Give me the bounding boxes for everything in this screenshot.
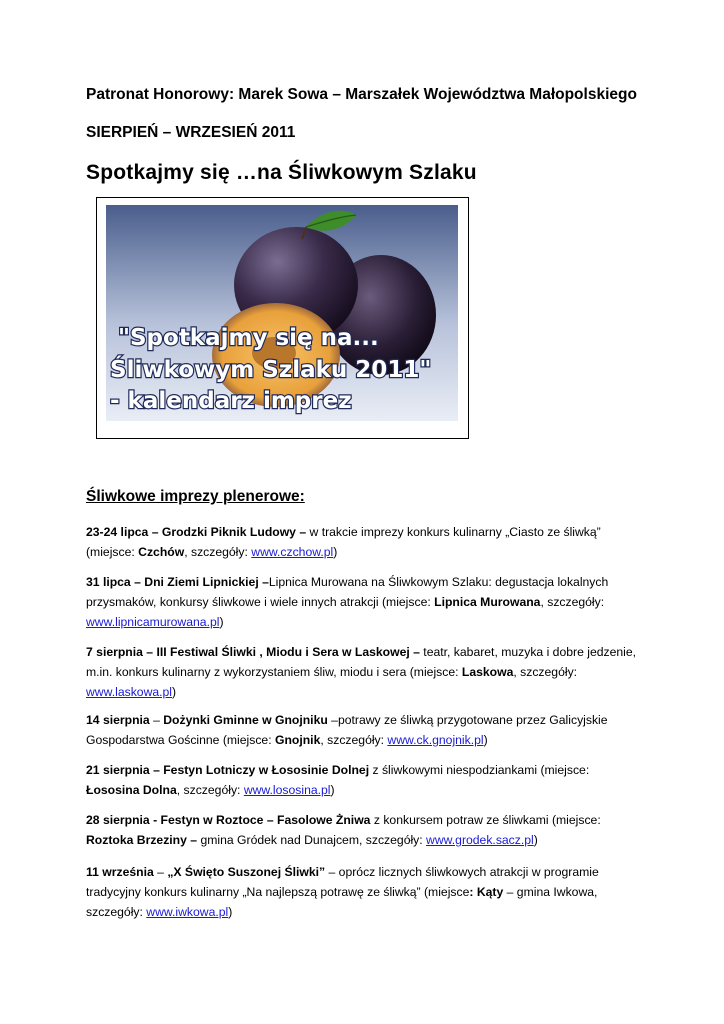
banner-frame: [96, 197, 469, 439]
event-text: z śliwkowymi niespodziankami (miejsce:: [369, 763, 590, 777]
event-date-title: 11 września: [86, 865, 154, 879]
event-text: ): [533, 833, 538, 847]
event-name: Dożynki Gminne w Gnojniku: [163, 713, 328, 727]
list-item: [86, 810, 646, 850]
page-title: Spotkajmy się …na Śliwkowym Szlaku: [86, 161, 477, 184]
event-text: , szczegóły:: [176, 783, 244, 797]
patronat-line: Patronat Honorowy: Marek Sowa – Marszałek Województwa Małopolskiego: [86, 86, 637, 103]
list-item: [86, 522, 646, 562]
event-name: „X Święto Suszonej Śliwki”: [167, 865, 326, 879]
event-text: teatr, kabaret, muzyka i dobre jedzenie, m.in. konkurs kulinarny z wykorzystaniem śliw, miodu i sera (miejsce:: [86, 645, 637, 679]
event-text: ): [330, 783, 335, 797]
event-link[interactable]: www.czchow.pl: [251, 545, 334, 559]
event-date-title: 14 sierpnia: [86, 713, 150, 727]
event-date-title: 21 sierpnia – Festyn Lotniczy w Łososinie Dolnej: [86, 763, 370, 777]
event-text: – gmina Iwkowa, szczegóły:: [86, 885, 598, 919]
event-place: Roztoka Brzeziny –: [86, 833, 198, 847]
banner-line-1: "Spotkajmy się na...: [118, 325, 379, 351]
event-text: , szczegóły:: [320, 733, 388, 747]
event-link[interactable]: www.iwkowa.pl: [146, 905, 229, 919]
event-place: Czchów: [138, 545, 185, 559]
dates-line: SIERPIEŃ – WRZESIEŃ 2011: [86, 124, 296, 141]
event-date-title: 23-24 lipca – Grodzki Piknik Ludowy –: [86, 525, 307, 539]
event-place: Gnojnik: [274, 733, 321, 747]
event-date-title: 31 lipca – Dni Ziemi Lipnickiej –: [86, 575, 269, 589]
event-text: , szczegóły:: [184, 545, 252, 559]
event-place: Łososina Dolna: [86, 783, 177, 797]
section-heading: Śliwkowe imprezy plenerowe:: [86, 488, 305, 505]
list-item: [86, 572, 646, 632]
event-place: Laskowa: [461, 665, 514, 679]
event-link[interactable]: www.lipnicamurowana.pl: [86, 615, 220, 629]
event-text: ): [219, 615, 224, 629]
banner-line-3: - kalendarz imprez: [110, 388, 352, 414]
list-item: [86, 710, 646, 750]
event-text: Lipnica Murowana na Śliwkowym Szlaku: degustacja lokalnych przysmaków, konkursy śliwkowe i wiele innych atrakcji (miejsce:: [86, 575, 609, 609]
event-link[interactable]: www.lososina.pl: [243, 783, 331, 797]
event-link[interactable]: www.ck.gnojnik.pl: [387, 733, 484, 747]
event-link[interactable]: www.grodek.sacz.pl: [426, 833, 534, 847]
event-text: ): [333, 545, 338, 559]
event-text: gmina Gródek nad Dunajcem, szczegóły:: [197, 833, 427, 847]
list-item: [86, 760, 646, 800]
event-text: –: [153, 865, 168, 879]
event-text: , szczegóły:: [540, 595, 605, 609]
event-text: –potrawy ze śliwką przygotowane przez Galicyjskie Gospodarstwa Gościnne (miejsce:: [86, 713, 608, 747]
list-item: [86, 642, 646, 702]
event-text: ): [172, 685, 177, 699]
event-text: w trakcie imprezy konkurs kulinarny „Ciasto ze śliwką” (miejsce:: [86, 525, 601, 559]
banner-line-2: Śliwkowym Szlaku 2011": [110, 357, 432, 383]
event-link[interactable]: www.laskowa.pl: [86, 685, 173, 699]
event-place: Lipnica Murowana: [434, 595, 541, 609]
plum-banner-image: [106, 205, 458, 421]
event-text: z konkursem potraw ze śliwkami (miejsce:: [370, 813, 601, 827]
event-date-title: 28 sierpnia - Festyn w Roztoce – Fasolowe Żniwa: [86, 813, 371, 827]
list-item: [86, 862, 646, 922]
event-place: : Kąty: [469, 885, 504, 899]
event-text: , szczegóły:: [513, 665, 578, 679]
event-text: ): [228, 905, 233, 919]
event-text: ): [483, 733, 488, 747]
event-text: – oprócz licznych śliwkowych atrakcji w programie tradycyjny konkurs kulinarny „Na najlepszą potrawę ze śliwką” (miejsce: [86, 865, 599, 899]
event-text: –: [149, 713, 164, 727]
event-date-title: 7 sierpnia – III Festiwal Śliwki , Miodu i Sera w Laskowej –: [86, 645, 420, 659]
